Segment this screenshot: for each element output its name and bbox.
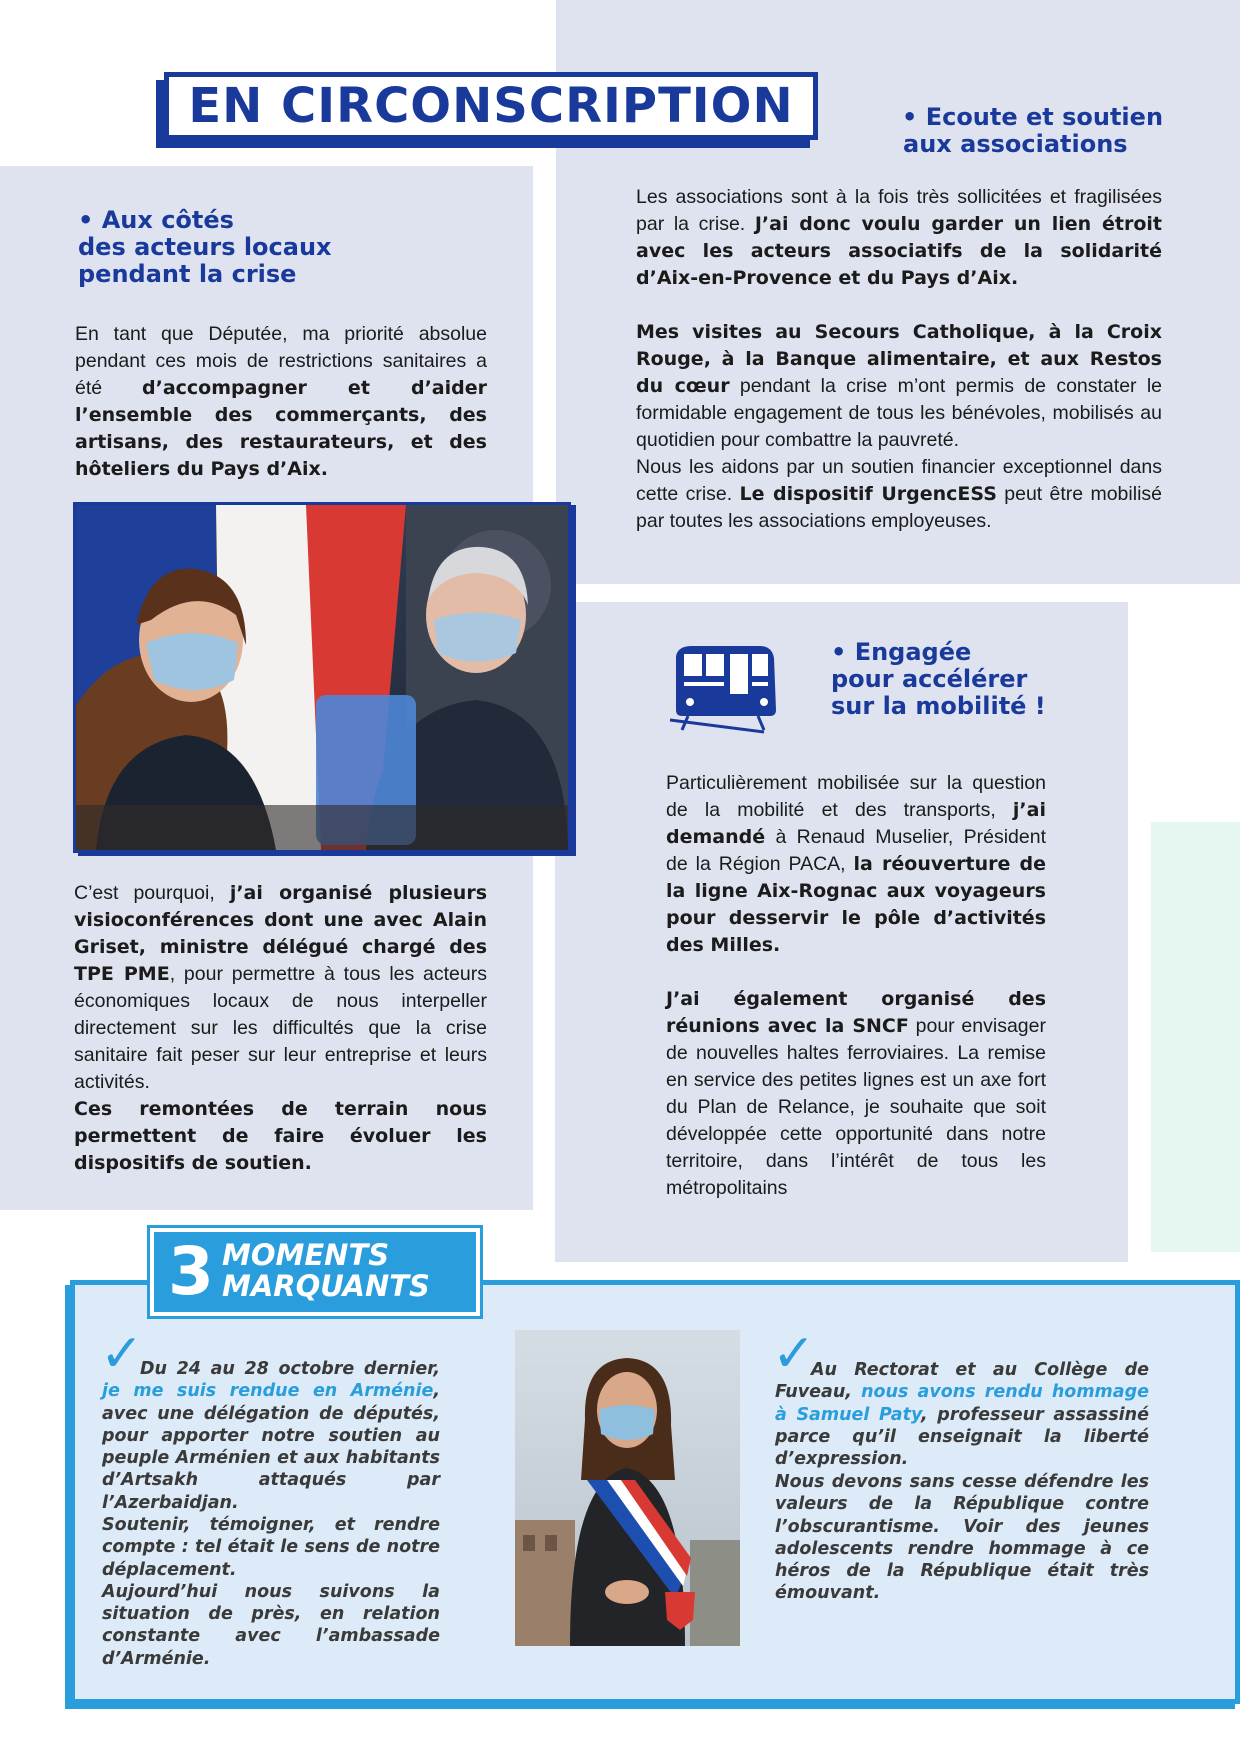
train-icon [668,640,780,734]
samuel-paty-text: Au Rectorat et au Collège de Fuveau, nous avons rendu hommage à Samuel Paty, professeur assassiné parce qu’il enseignait la liberté d’expression. [775,1360,1149,1470]
mint-decoration [1151,822,1240,1252]
checkmark-icon-2: ✓ [772,1324,816,1384]
acteurs-heading: • Aux côtés des acteurs locaux pendant la crise [78,206,332,288]
deputy-sash-photo [515,1330,740,1646]
moments-words: MOMENTS MARQUANTS [222,1238,430,1303]
armenie-text-2: Soutenir, témoigner, et rendre compte : tel était le sens de notre déplacement. Aujourd’hui nous suivons la situation de près, en relation constante avec l’ambassade d’Arménie. [102,1515,440,1669]
moments-number: 3 [168,1233,214,1310]
mobilite-text: Particulièrement mobilisée sur la question de la mobilité et des transports, j’ai demandé à Renaud Muselier, Président de la Région PACA, la réouverture de la ligne Aix-Rognac aux voyageurs pour desservir le pôle d’activités des Milles. J’ai également organisé des réunions avec la SNCF pour envisager de nouvelles haltes ferroviaires. La remise en service des petites lignes est un axe fort du Plan de Relance, je souhaite que soit développée cette opportunité dans notre territoire, dans l’intérêt de tous les métropolitains [666,772,1046,1199]
armenie-text: Du 24 au 28 octobre dernier, je me suis rendue en Arménie, avec une délégation de députés, pour apporter notre soutien au peuple Arménien et aux habitants d’Artsakh attaqués par l’Azerbaidjan. [102,1359,440,1513]
moments-label [150,1228,480,1316]
associations-heading: • Ecoute et soutien aux associations [902,103,1164,158]
associations-text: Les associations sont à la fois très sollicitées et fragilisées par la crise. J’ai donc voulu garder un lien étroit avec les acteurs associatifs de la solidarité d’Aix-en-Provence et du Pays d’Aix. Mes visites au Secours Catholique, à la Croix Rouge, à la Banque alimentaire, et aux Restos du cœur pendant la crise m’ont permis de constater le formidable engagement de tous les bénévoles, mobilisés au quotidien pour combattre la pauvreté. Nous les aidons par un soutien financier exceptionnel dans cette crise. Le dispositif UrgencESS peut être mobilisé par toutes les associations employeuses. [636,186,1162,532]
page-title-box [164,72,818,140]
checkmark-icon: ✓ [100,1324,144,1384]
deputy-sash-illustration [515,1330,740,1646]
acteurs-text-2: C’est pourquoi, j’ai organisé plusieurs visioconférences dont une avec Alain Griset, ministre délégué chargé des TPE PME, pour permettre à tous les acteurs économiques locaux de nous interpeller directement sur les difficultés que la crise sanitaire fait peser sur leur entreprise et leurs activités. Ces remontées de terrain nous permettent de faire évoluer les dispositifs de soutien. [74,882,487,1174]
visio-meeting-photo [73,502,571,853]
acteurs-text-1: En tant que Députée, ma priorité absolue pendant ces mois de restrictions sanitaires a été d’accompagner et d’aider l’ensemble des commerçants, des artisans, des restaurateurs, et des hôteliers du Pays d’Aix. [75,323,488,480]
visio-meeting-illustration [76,505,568,850]
page-title: EN CIRCONSCRIPTION [188,78,794,134]
mobilite-heading: • Engagée pour accélérer sur la mobilité ! [831,638,1046,720]
samuel-paty-text-2: Nous devons sans cesse défendre les valeurs de la République contre l’obscurantisme. Voir des jeunes adolescents rendre hommage à ce héros de la République était très émouvant. [775,1472,1149,1604]
